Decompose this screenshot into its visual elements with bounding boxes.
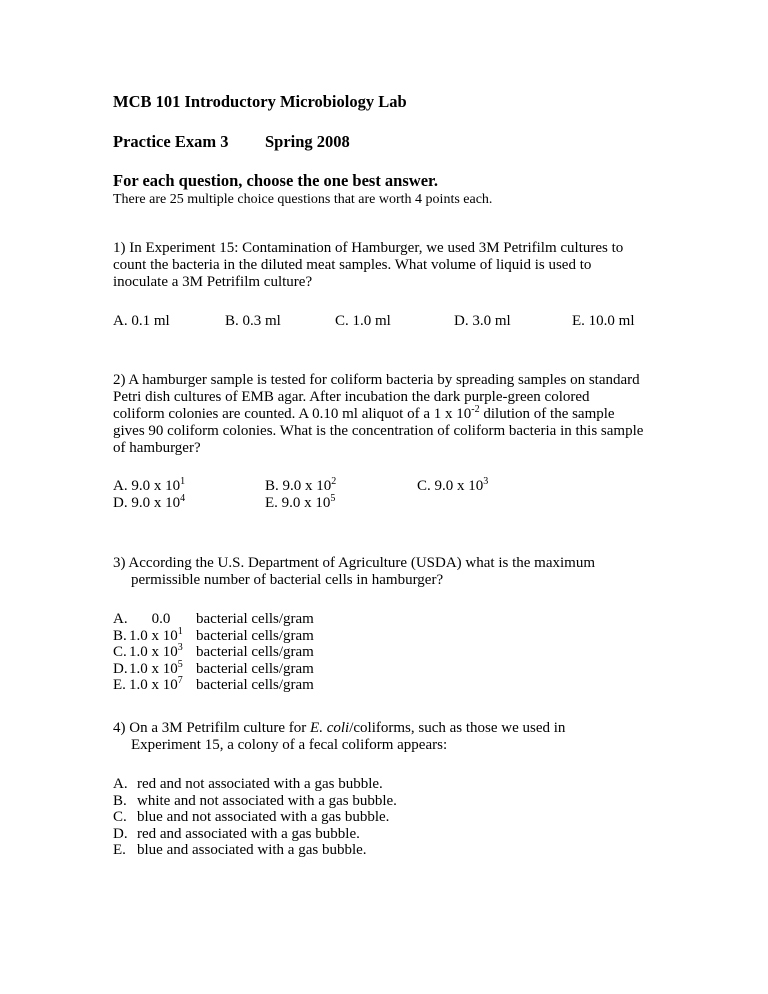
q3-option-e-value: 1.0 x $10^7$: [129, 675, 183, 693]
q3-option-units: [196, 611, 314, 694]
instruction-text: There are 25 multiple choice questions that are worth 4 points each.: [113, 192, 493, 207]
q3-option-c-letter[interactable]: C.: [113, 644, 127, 660]
q1-option-b[interactable]: B. 0.3 ml: [225, 313, 281, 329]
exam-label: Practice Exam 3: [113, 132, 229, 151]
q2-stem-line2: Petri dish cultures of EMB agar. After incubation the dark purple-green colored: [113, 389, 590, 405]
q4-option-c-letter[interactable]: C.: [113, 809, 127, 825]
q4-option-e-text[interactable]: blue and associated with a gas bubble.: [137, 842, 367, 858]
q1-stem-line1: 1) In Experiment 15: Contamination of Hamburger, we used 3M Petrifilm cultures to: [113, 240, 624, 256]
q2-option-c[interactable]: C. 9.0 x $10^3$: [417, 476, 489, 494]
q3-option-b-unit: bacterial cells/gram: [196, 627, 314, 644]
q1-option-e[interactable]: E. 10.0 ml: [572, 313, 635, 329]
q4-option-d-text[interactable]: red and associated with a gas bubble.: [137, 825, 360, 842]
q4-option-letters: [113, 776, 128, 859]
q4-stem-line2: Experiment 15, a colony of a fecal coliform appears:: [131, 737, 448, 753]
q2-stem-line3: coliform colonies are counted. A 0.10 ml aliquot of a 1 x $10^{-2}$ dilution of the sample: [113, 404, 615, 422]
q3-option-c-unit: bacterial cells/gram: [196, 644, 314, 660]
q3-option-b-value: 1.0 x $10^1$: [129, 625, 183, 644]
q3-option-a-value: 0.0: [151, 611, 171, 627]
q1-stem-line3: inoculate a 3M Petrifilm culture?: [113, 274, 313, 290]
q1-stem-line2: count the bacteria in the diluted meat samples. What volume of liquid is used to: [113, 257, 592, 273]
q2-stem-line5: of hamburger?: [113, 440, 201, 456]
q3-option-e-letter[interactable]: E.: [113, 677, 126, 693]
q4-option-b-text[interactable]: white and not associated with a gas bubble.: [137, 792, 397, 809]
q3-option-values: [129, 611, 193, 694]
q3-option-b-letter[interactable]: B.: [113, 627, 127, 644]
exam-term: Spring 2008: [265, 132, 350, 151]
q4-option-d-letter[interactable]: D.: [113, 825, 128, 842]
q4-option-b-letter[interactable]: B.: [113, 792, 127, 809]
q2-stem-line4: gives 90 coliform colonies. What is the concentration of coliform bacteria in this sample: [113, 423, 644, 439]
q3-option-a-letter[interactable]: A.: [113, 611, 128, 627]
q3-option-letters: [113, 611, 128, 694]
q1-option-a[interactable]: A. 0.1 ml: [113, 313, 170, 329]
q2-stem-line1: 2) A hamburger sample is tested for coliform bacteria by spreading samples on standard: [113, 372, 640, 388]
q3-option-d-letter[interactable]: D.: [113, 660, 128, 677]
q3-option-c-value: 1.0 x $10^3$: [129, 642, 183, 660]
q2-option-d[interactable]: D. 9.0 x $10^4$: [113, 493, 186, 511]
q3-option-a-unit: bacterial cells/gram: [196, 611, 314, 627]
q4-option-c-text[interactable]: blue and not associated with a gas bubble.: [137, 809, 390, 825]
q1-option-d[interactable]: D. 3.0 ml: [454, 313, 511, 329]
q4-stem-line1: 4) On a 3M Petrifilm culture for E. coli/coliforms, such as those we used in: [113, 720, 566, 736]
q2-option-e[interactable]: E. 9.0 x $10^5$: [265, 493, 336, 511]
q1-option-c[interactable]: C. 1.0 ml: [335, 313, 391, 329]
q3-option-d-unit: bacterial cells/gram: [196, 660, 314, 677]
q3-option-d-value: 1.0 x $10^5$: [129, 658, 183, 677]
q3-stem-line1: 3) According the U.S. Department of Agriculture (USDA) what is the maximum: [113, 555, 595, 571]
q2-option-a[interactable]: A. 9.0 x $10^1$: [113, 476, 186, 494]
course-title: MCB 101 Introductory Microbiology Lab: [113, 92, 407, 111]
q4-option-a-text[interactable]: red and not associated with a gas bubble.: [137, 776, 383, 792]
q3-option-e-unit: bacterial cells/gram: [196, 677, 314, 693]
q2-option-b[interactable]: B. 9.0 x $10^2$: [265, 476, 337, 494]
instruction-heading: For each question, choose the one best answer.: [113, 171, 438, 190]
q3-stem-line2: permissible number of bacterial cells in hamburger?: [131, 572, 444, 588]
q4-option-e-letter[interactable]: E.: [113, 842, 126, 858]
q4-option-a-letter[interactable]: A.: [113, 776, 128, 792]
q4-option-texts: [137, 776, 397, 859]
